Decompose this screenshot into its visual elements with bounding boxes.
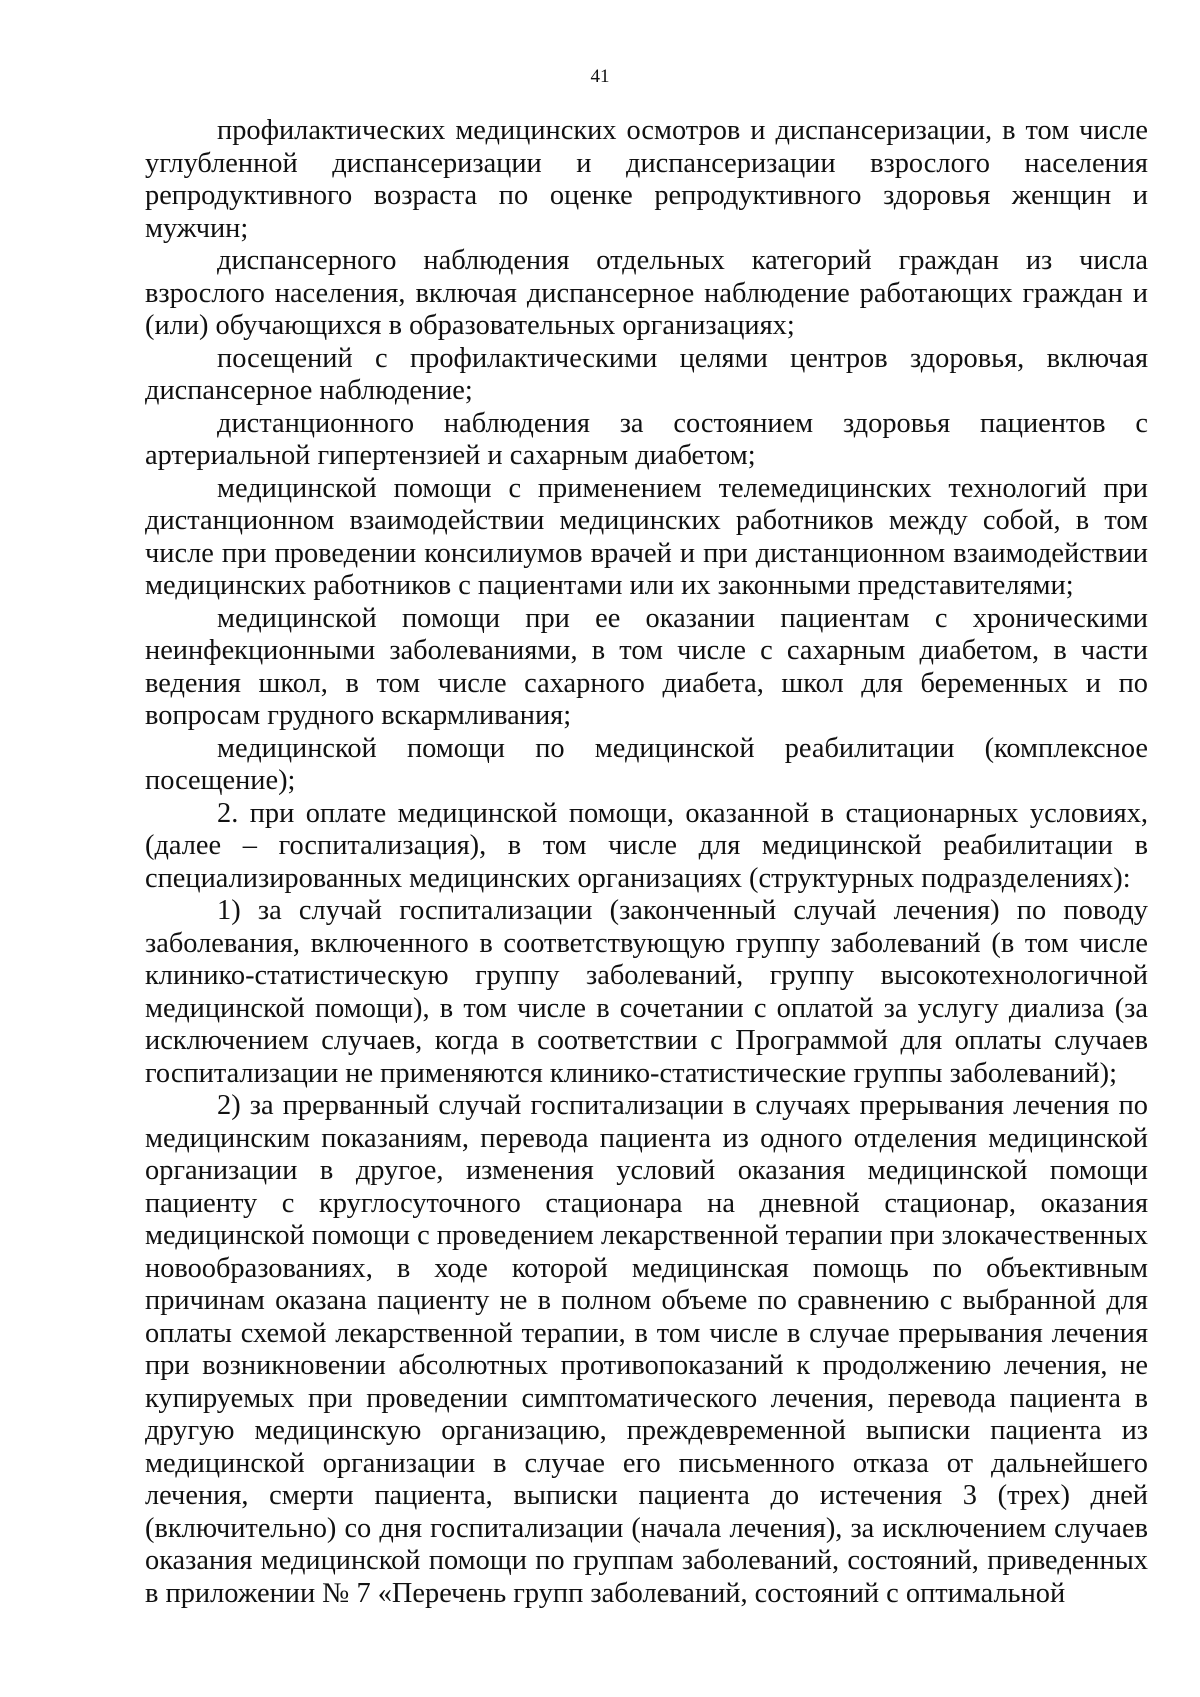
paragraph: дистанционного наблюдения за состоянием здоровья пациентов с артериальной гипертензией и сахарным диабетом; <box>145 407 1148 471</box>
paragraph: диспансерного наблюдения отдельных категорий граждан из числа взрослого населения, включая диспансерное наблюдение работающих граждан и (или) обучающихся в образовательных организациях; <box>145 245 1148 341</box>
page-number: 41 <box>590 66 610 87</box>
paragraph: 1) за случай госпитализации (законченный случай лечения) по поводу заболевания, включенного в соответствующую группу заболеваний (в том числе клинико-статистическую группу заболеваний, группу высокотехнологичной медицинской помощи), в том числе в сочетании с оплатой за услугу диализа (за исключением случаев, когда в соответствии с Программой для оплаты случаев госпитализации не применяются клинико-статистические группы заболеваний); <box>145 895 1148 1089</box>
paragraph: 2) за прерванный случай госпитализации в случаях прерывания лечения по медицинским показаниям, перевода пациента из одного отделения медицинской организации в другое, изменения условий оказания медицинской помощи пациенту с круглосуточного стационара на дневной стационар, оказания медицинской помощи с проведением лекарственной терапии при злокачественных новообразованиях, в ходе которой медицинская помощь по объективным причинам оказана пациенту не в полном объеме по сравнению с выбранной для оплаты схемой лекарственной терапии, в том числе в случае прерывания лечения при возникновении абсолютных противопоказаний к продолжению лечения, не купируемых при проведении симптоматического лечения, перевода пациента в другую медицинскую организацию, преждевременной выписки пациента из медицинской организации в случае его письменного отказа от дальнейшего лечения, смерти пациента, выписки пациента до истечения 3 (трех) дней (включительно) со дня госпитализации (начала лечения), за исключением случаев оказания медицинской помощи по группам заболеваний, состояний, приведенных в приложении № 7 «Перечень групп заболеваний, состояний с оптимальной <box>145 1090 1148 1609</box>
paragraph: медицинской помощи по медицинской реабилитации (комплексное посещение); <box>145 732 1148 796</box>
paragraph: 2. при оплате медицинской помощи, оказанной в стационарных условиях, (далее – госпитализация), в том числе для медицинской реабилитации в специализированных медицинских организациях (структурных подразделениях): <box>145 797 1148 894</box>
document-body <box>145 115 1148 1610</box>
paragraph: медицинской помощи с применением телемедицинских технологий при дистанционном взаимодействии медицинских работников между собой, в том числе при проведении консилиумов врачей и при дистанционном взаимодействии медицинских работников с пациентами или их законными представителями; <box>145 472 1148 601</box>
paragraph: посещений с профилактическими целями центров здоровья, включая диспансерное наблюдение; <box>145 342 1148 406</box>
paragraph: профилактических медицинских осмотров и диспансеризации, в том числе углубленной диспансеризации и диспансеризации взрослого населения репродуктивного возраста по оценке репродуктивного здоровья женщин и мужчин; <box>145 115 1148 244</box>
paragraph: медицинской помощи при ее оказании пациентам с хроническими неинфекционными заболеваниями, в том числе с сахарным диабетом, в части ведения школ, в том числе сахарного диабета, школ для беременных и по вопросам грудного вскармливания; <box>145 602 1148 731</box>
